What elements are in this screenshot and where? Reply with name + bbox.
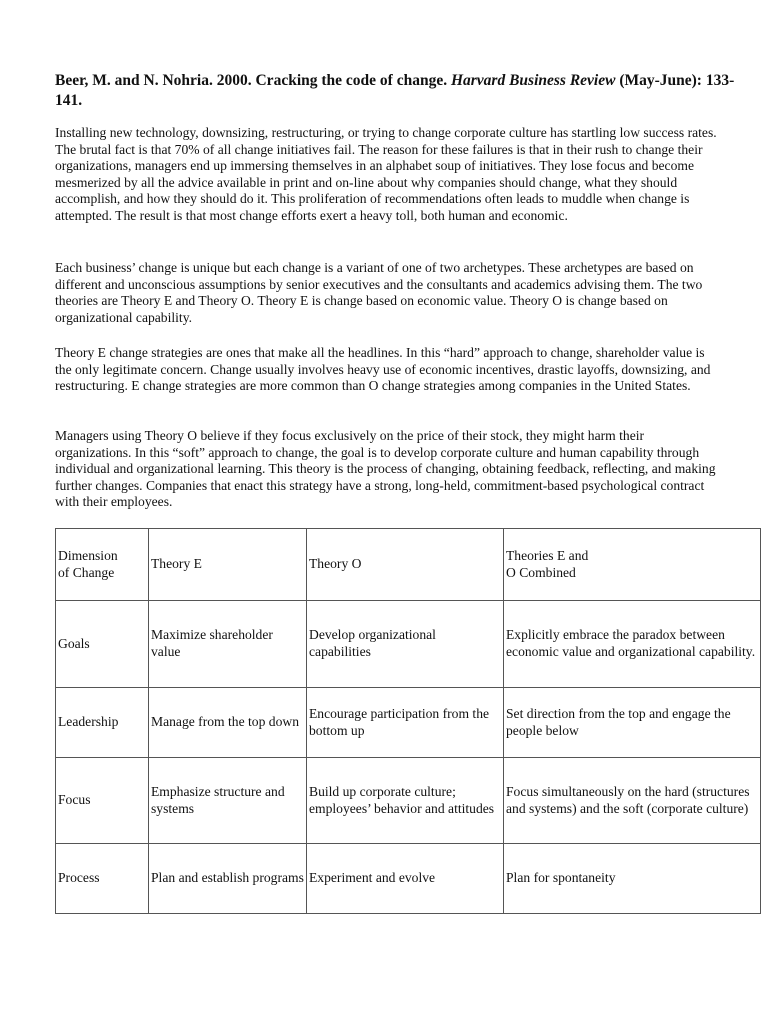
- row-dimension: Focus: [56, 758, 149, 844]
- paragraph-theory-o: Managers using Theory O believe if they focus exclusively on the price of their stock, they might harm their organizations. In this “soft” approach to change, the goal is to develop corporate culture and human capability through individual and organizational learning. This theory is the process of changing, obtaining feedback, reflecting, and making further changes. Companies that enact this strategy have a strong, long-held, commitment-based psychological contract with their employees.: [55, 428, 716, 510]
- header-dimension: [56, 529, 149, 601]
- header-dimension-line2: of Change: [58, 564, 115, 580]
- header-combined: [504, 529, 761, 601]
- header-dimension-line1: Dimension: [58, 547, 118, 563]
- row-combined: Explicitly embrace the paradox between economic value and organizational capability.: [504, 601, 761, 688]
- row-theory-e: Maximize shareholder value: [149, 601, 307, 688]
- header-combined-line1: Theories E and: [506, 547, 589, 563]
- row-dimension: Leadership: [56, 688, 149, 758]
- table-row-process: [56, 844, 761, 914]
- row-theory-e: Manage from the top down: [149, 688, 307, 758]
- row-theory-o: Experiment and evolve: [307, 844, 504, 914]
- row-combined: Plan for spontaneity: [504, 844, 761, 914]
- row-combined: Focus simultaneously on the hard (structures and systems) and the soft (corporate culture): [504, 758, 761, 844]
- row-theory-e: Emphasize structure and systems: [149, 758, 307, 844]
- row-theory-o: Build up corporate culture; employees’ behavior and attitudes: [307, 758, 504, 844]
- header-theory-o: Theory O: [307, 529, 504, 601]
- paragraph-archetypes: Each business’ change is unique but each change is a variant of one of two archetypes. These archetypes are based on different and unconscious assumptions by senior executives and the consultants and academics advising them. The two theories are Theory E and Theory O. Theory E is change based on economic value. Theory O is change based on organizational capability.: [55, 260, 703, 325]
- citation-text: Beer, M. and N. Nohria. 2000. Cracking the code of change.: [55, 72, 451, 89]
- row-theory-o: Encourage participation from the bottom up: [307, 688, 504, 758]
- table-row-focus: [56, 758, 761, 844]
- row-theory-e: Plan and establish programs: [149, 844, 307, 914]
- row-dimension: Process: [56, 844, 149, 914]
- citation-issue: (May-June): 133-141.: [55, 72, 735, 109]
- header-theory-e: Theory E: [149, 529, 307, 601]
- table-row-leadership: [56, 688, 761, 758]
- table-header-row: [56, 529, 761, 601]
- paragraph-intro: Installing new technology, downsizing, restructuring, or trying to change corporate culture has startling low success rates. The brutal fact is that 70% of all change initiatives fail. The reason for these failures is that in their rush to change their organizations, managers end up immersing themselves in an alphabet soup of initiatives. They lose focus and become mesmerized by all the advice available in print and on-line about why companies should change, what they should accomplish, and how they should do it. This proliferation of recommendations often leads to muddle when change is attempted. The result is that most change efforts exert a heavy toll, both human and economic.: [55, 125, 717, 223]
- header-combined-line2: O Combined: [506, 564, 576, 580]
- paragraph-theory-e: Theory E change strategies are ones that make all the headlines. In this “hard” approach to change, shareholder value is the only legitimate concern. Change usually involves heavy use of economic incentives, drastic layoffs, downsizing, and restructuring. E change strategies are more common than O change strategies among companies in the United States.: [55, 345, 711, 394]
- row-dimension: Goals: [56, 601, 149, 688]
- table-row-goals: [56, 601, 761, 688]
- row-theory-o: Develop organizational capabilities: [307, 601, 504, 688]
- citation-heading: [55, 71, 745, 111]
- journal-title: Harvard Business Review: [450, 72, 616, 89]
- comparison-table: [55, 528, 761, 914]
- row-combined: Set direction from the top and engage the people below: [504, 688, 761, 758]
